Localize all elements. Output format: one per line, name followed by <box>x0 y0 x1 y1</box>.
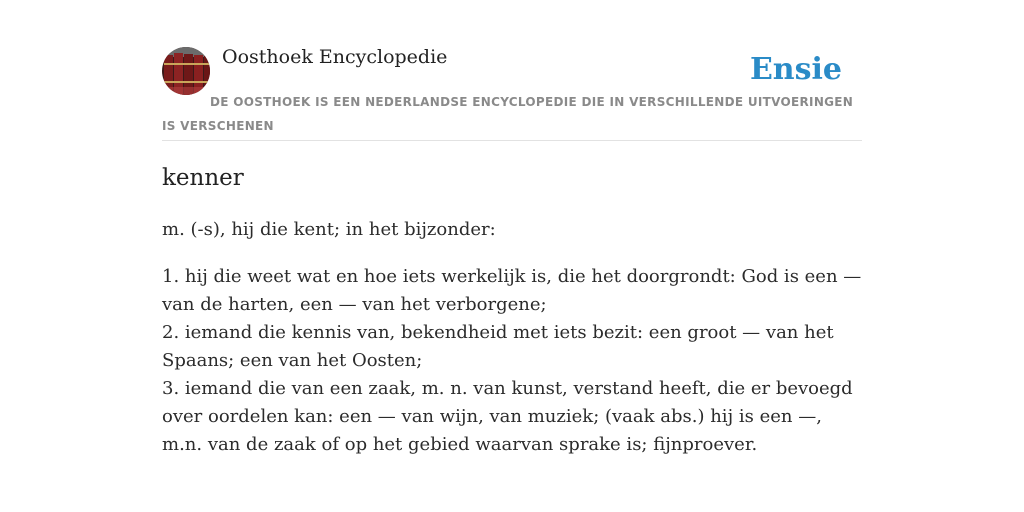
source-avatar[interactable] <box>162 47 210 95</box>
entry-senses <box>162 263 862 459</box>
entry-word: kenner <box>162 165 244 191</box>
ensie-logo-link[interactable]: Ensie <box>749 52 842 87</box>
books-icon <box>162 47 210 95</box>
source-header <box>162 0 862 141</box>
entry-grammar: m. (-s), hij die kent; in het bijzonder: <box>162 219 496 240</box>
source-description: DE OOSTHOEK IS EEN NEDERLANDSE ENCYCLOPEDIE DIE IN VERSCHILLENDE UITVOERINGEN IS VERSCHENEN <box>162 95 854 133</box>
source-title[interactable]: Oosthoek Encyclopedie <box>222 46 448 68</box>
sense-item: 3. iemand die van een zaak, m. n. van kunst, verstand heeft, die er bevoegd over oordelen kan: een — van wijn, van muziek; (vaak abs.) hij is een —, m.n. van de zaak of op het gebied waarvan sprake is; fijnproever. <box>162 378 853 455</box>
sense-item: 1. hij die weet wat en hoe iets werkelijk is, die het doorgrondt: God is een — van de harten, een — van het verborgene; <box>162 266 862 315</box>
sense-item: 2. iemand die kennis van, bekendheid met iets bezit: een groot — van het Spaans; een van het Oosten; <box>162 322 834 371</box>
page-container <box>162 0 862 455</box>
